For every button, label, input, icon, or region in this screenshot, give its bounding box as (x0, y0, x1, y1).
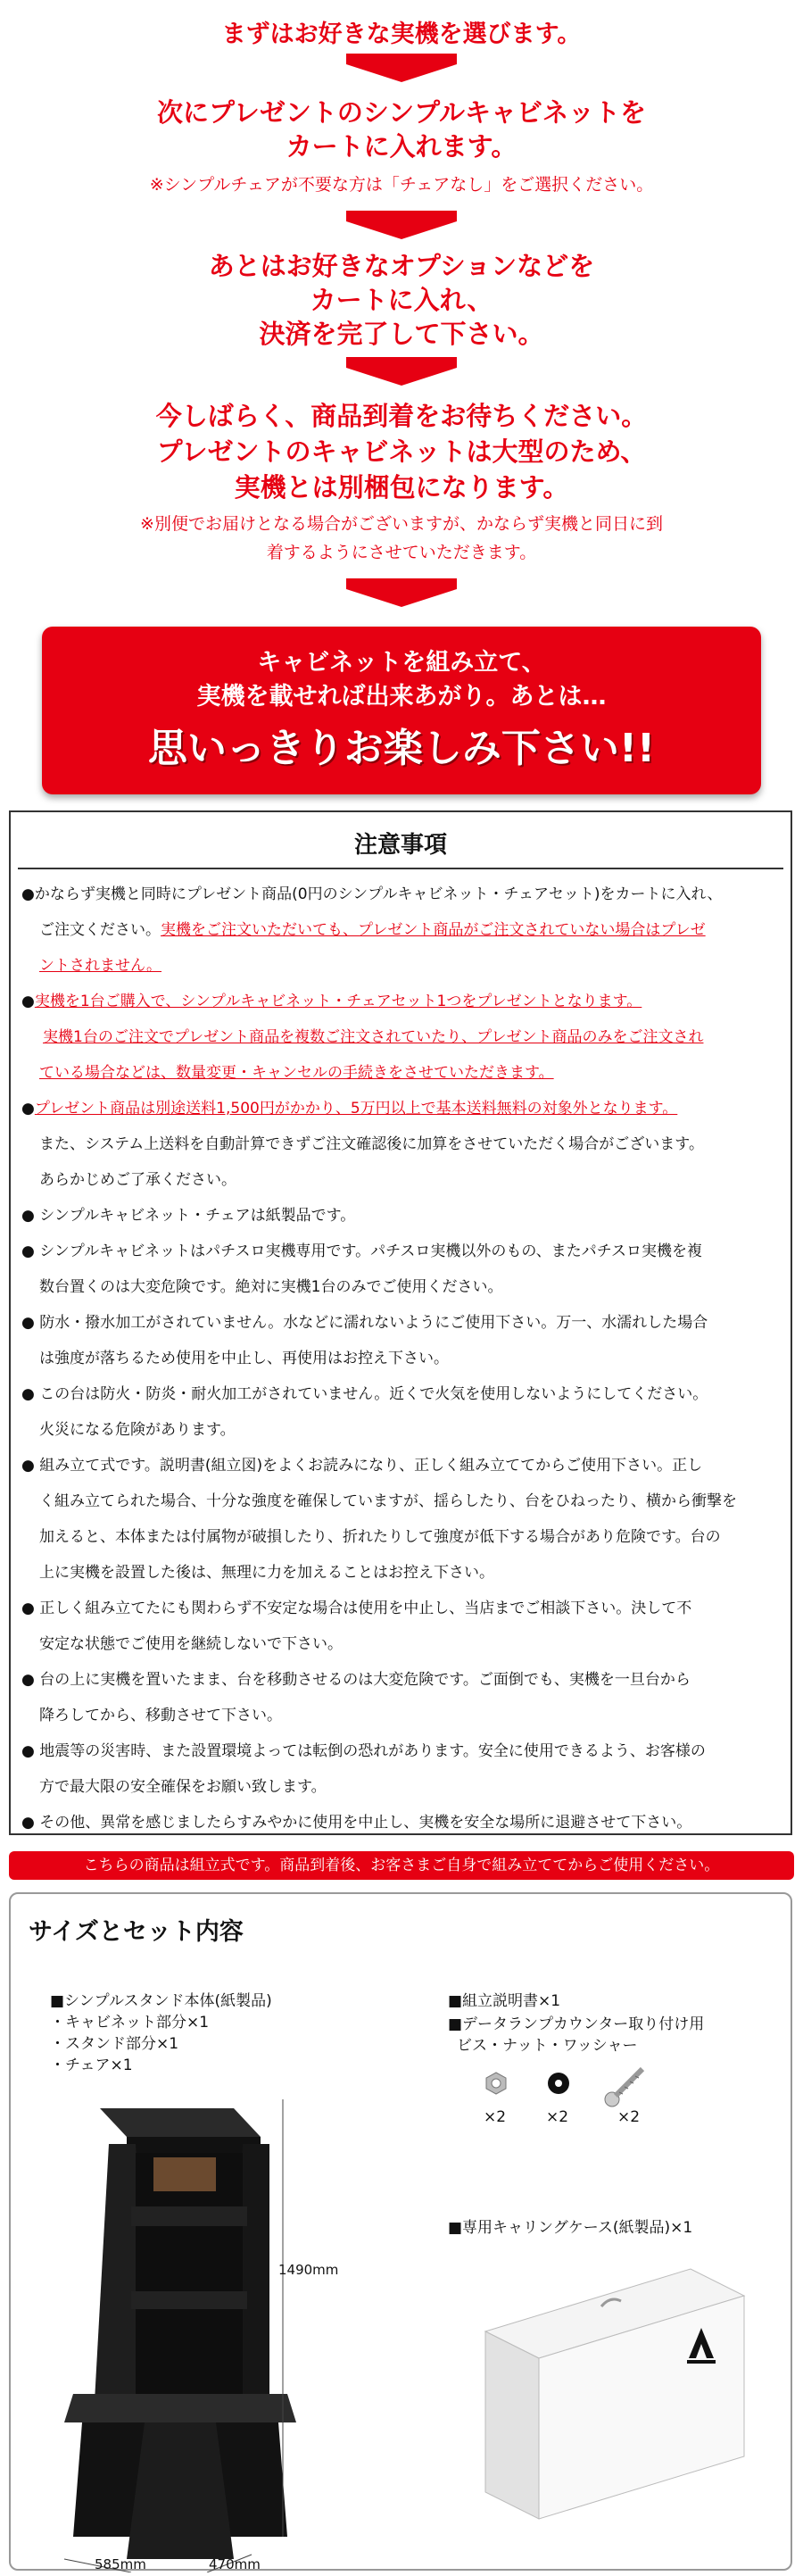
notice-warning: ている場合などは、数量変更・キャンセルの手続きをさせていただきます。 (39, 1064, 554, 1082)
notice-line: 降ろしてから、移動させて下さい。 (39, 1707, 282, 1724)
notice-line: は強度が落ちるため使用を中止し、再使用はお控え下さい。 (39, 1350, 449, 1367)
arrow-down-icon (346, 221, 457, 239)
case-label: ■専用キャリングケース(紙製品)×1 (448, 2219, 693, 2237)
notice-line: また、システム上送料を自動計算できずご注文確認後に加算をさせていただく場合がございます。 (39, 1135, 704, 1153)
washer-qty: ×2 (546, 2108, 569, 2126)
step-3-line3: 決済を完了して下さい。 (259, 319, 544, 349)
notice-line: ● シンプルキャビネットはパチスロ実機専用です。パチスロ実機以外のもの、またパチスロ実機を複 (21, 1242, 703, 1260)
step-4-line3: 実機とは別梱包になります。 (234, 472, 569, 503)
notice-warning: 実機をご注文いただいても、プレゼント商品がご注文されていない場合はプレゼ (161, 921, 706, 939)
step-4-note2: 着するようにさせていただきます。 (266, 543, 537, 562)
notice-line: く組み立てられた場合、十分な強度を確保していますが、揺らしたり、台をひねったり、横から衝撃を (39, 1492, 737, 1510)
notice-line: ● 組み立て式です。説明書(組立図)をよくお読みになり、正しく組み立ててからご使用下さい。正し (21, 1457, 703, 1475)
step-2-line2: カートに入れます。 (286, 131, 517, 162)
step-1-text: まずはお好きな実機を選びます。 (221, 21, 582, 48)
step-3-line1: あとはお好きなオプションなどを (208, 251, 595, 281)
carrying-case-image (468, 2260, 753, 2528)
notice-warning: プレゼント商品は別途送料1,500円がかかり、5万円以上で基本送料無料の対象外となります。 (34, 1100, 678, 1118)
notice-line: ● その他、異常を感じましたらすみやかに使用を中止し、実機を安全な場所に退避させて下さい。 (21, 1814, 692, 1832)
manual-label: ■組立説明書×1 (448, 1992, 561, 2010)
notice-line: ● 台の上に実機を置いたまま、台を移動させるのは大変危険です。ご面倒でも、実機を一旦台から (21, 1671, 691, 1689)
notice-line: ●実機を1台ご購入で、シンプルキャビネット・チェアセット1つをプレゼントとなります。 (21, 993, 642, 1010)
nut-icon (484, 2071, 509, 2096)
arrow-down-icon (346, 54, 457, 64)
step-2-note: ※シンプルチェアが不要な方は「チェアなし」をご選択ください。 (149, 175, 654, 195)
screw-qty: ×2 (617, 2108, 641, 2126)
notice-text: ご注文ください。 (39, 921, 161, 939)
notice-line: 方で最大限の安全確保をお願い致します。 (39, 1778, 327, 1796)
arrow-down-icon (346, 368, 457, 386)
height-label: 1490mm (278, 2262, 339, 2278)
stand-item: ・スタンド部分×1 (50, 2035, 179, 2053)
set-contents-box (9, 1892, 792, 2571)
notice-line (21, 1019, 782, 1055)
notice-line: 安定な状態でご使用を継続しないで下さい。 (39, 1635, 343, 1653)
screws-title: ■データランプカウンター取り付け用 (448, 2015, 705, 2033)
screws-sub: ビス・ナット・ワッシャー (457, 2037, 638, 2055)
notice-line: ● この台は防火・防炎・耐火加工がされていません。近くで火気を使用しないようにしてください。 (21, 1385, 708, 1403)
step-2-line1: 次にプレゼントのシンプルキャビネットを (157, 97, 646, 128)
notice-title: 注意事項 (353, 832, 447, 859)
notice-line (21, 912, 782, 948)
notice-line: ● 地震等の災害時、また設置環境よっては転倒の恐れがあります。安全に使用できるよう、お客様の (21, 1742, 706, 1760)
width-label: 585mm (95, 2556, 146, 2572)
depth-label: 470mm (209, 2556, 261, 2572)
notice-box (9, 810, 792, 1835)
set-title: サイズとセット内容 (29, 1918, 244, 1946)
arrow-down-icon (346, 64, 457, 82)
step-4-line2: プレゼントのキャビネットは大型のため、 (156, 436, 647, 467)
notice-body (21, 877, 782, 1841)
notice-line (21, 1055, 782, 1091)
arrow-down-icon (346, 357, 457, 368)
stand-item: ・チェア×1 (50, 2057, 133, 2074)
divider (18, 868, 783, 869)
notice-line: ●かならず実機と同時にプレゼント商品(0円のシンプルキャビネット・チェアセット)をカートに入れ、 (21, 885, 723, 903)
nut-qty: ×2 (484, 2108, 507, 2126)
notice-line: 上に実機を設置した後は、無理に力を加えることはお控え下さい。 (39, 1564, 494, 1582)
banner-line1: キャビネットを組み立て、 (257, 649, 546, 677)
washer-icon (546, 2071, 571, 2096)
final-banner (42, 627, 761, 794)
stand-title: ■シンプルスタンド本体(紙製品) (50, 1992, 272, 2010)
screw-icon (603, 2064, 648, 2108)
arrow-down-icon (346, 211, 457, 221)
step-4-note1: ※別便でお届けとなる場合がございますが、かならず実機と同日に到 (140, 514, 663, 534)
notice-line: ●プレゼント商品は別途送料1,500円がかかり、5万円以上で基本送料無料の対象外となります。 (21, 1100, 678, 1118)
notice-line: 加えると、本体または付属物が破損したり、折れたりして強度が低下する場合があり危険です。台の (39, 1528, 721, 1546)
banner-line2: 実機を載せれば出来あがり。あとは… (196, 683, 607, 710)
notice-line: あらかじめご了承ください。 (39, 1171, 236, 1189)
notice-line: ● 防水・撥水加工がされていません。水などに濡れないようにご使用下さい。万一、水濡れした場合 (21, 1314, 708, 1332)
arrow-down-icon (346, 589, 457, 607)
arrow-down-icon (346, 578, 457, 589)
cabinet-stand-image (46, 2073, 314, 2572)
step-3-line2: カートに入れ、 (310, 285, 493, 315)
notice-warning: ントされません。 (39, 957, 162, 975)
banner-line3: 思いっきりお楽しみ下さい!! (147, 726, 656, 771)
stand-item: ・キャビネット部分×1 (50, 2014, 210, 2032)
notice-warning: 実機1台のご注文でプレゼント商品を複数ご注文されていたり、プレゼント商品のみをご注文され (43, 1028, 704, 1046)
notice-warning: 実機を1台ご購入で、シンプルキャビネット・チェアセット1つをプレゼントとなります。 (34, 993, 642, 1010)
notice-line (21, 948, 782, 984)
step-4-line1: 今しばらく、商品到着をお待ちください。 (155, 401, 648, 431)
assembly-note-bar: こちらの商品は組立式です。商品到着後、お客さまご自身で組み立ててからご使用ください。 (9, 1851, 794, 1880)
notice-line: ● シンプルキャビネット・チェアは紙製品です。 (21, 1207, 356, 1225)
notice-line: 数台置くのは大変危険です。絶対に実機1台のみでご使用ください。 (39, 1278, 503, 1296)
notice-line: ● 正しく組み立てたにも関わらず不安定な場合は使用を中止し、当店までご相談下さい。決して不 (21, 1600, 692, 1617)
notice-line: 火災になる危険があります。 (39, 1421, 236, 1439)
